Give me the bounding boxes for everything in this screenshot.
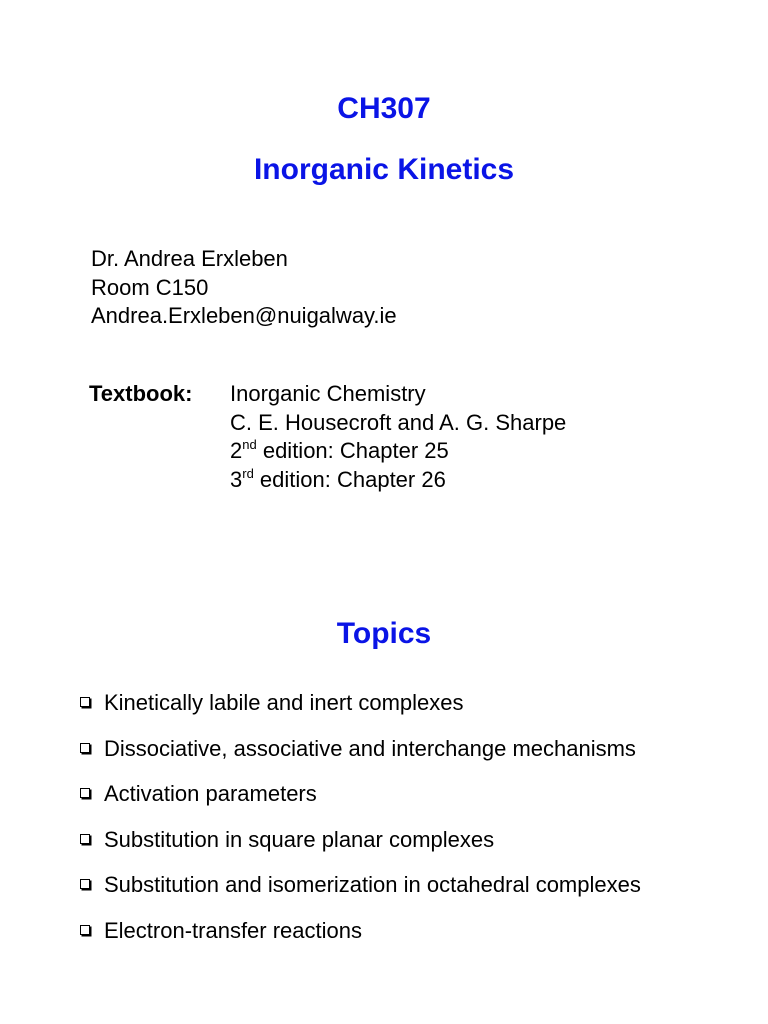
edition-text: edition: Chapter 25 [256, 438, 449, 463]
edition-number: 2 [230, 438, 243, 463]
edition-line [230, 437, 566, 466]
course-code: CH307 [337, 92, 431, 125]
lecturer-name: Dr. Andrea Erxleben [91, 246, 288, 271]
textbook-title: Inorganic Chemistry [230, 381, 426, 406]
textbook-authors: C. E. Housecroft and A. G. Sharpe [230, 409, 567, 435]
topic-text: Electron-transfer reactions [104, 917, 362, 943]
topic-text: Kinetically labile and inert complexes [104, 690, 464, 715]
list-item [80, 825, 641, 871]
textbook-details [230, 380, 566, 494]
contact-block [91, 245, 397, 331]
course-title: Inorganic Kinetics [253, 153, 515, 186]
checkbox-bullet-icon [80, 697, 90, 707]
edition-line [230, 466, 566, 495]
topics-list [80, 688, 641, 962]
list-item [80, 688, 641, 734]
textbook-label: Textbook: [89, 381, 193, 406]
list-item [80, 734, 641, 780]
checkbox-bullet-icon [80, 834, 90, 844]
topic-text: Substitution in square planar complexes [104, 826, 495, 852]
checkbox-bullet-icon [80, 879, 90, 889]
edition-suffix: rd [242, 465, 254, 481]
topic-text: Dissociative, associative and interchange mechanisms [104, 735, 636, 761]
edition-text: edition: Chapter 26 [253, 466, 446, 492]
topic-text: Substitution and isomerization in octahedral complexes [104, 872, 641, 898]
email-address: Andrea.Erxleben@nuigalway.ie [91, 303, 397, 328]
checkbox-bullet-icon [80, 788, 90, 798]
topics-heading: Topics [336, 617, 432, 650]
edition-suffix: nd [242, 437, 257, 452]
checkbox-bullet-icon [80, 925, 90, 935]
list-item [80, 870, 641, 916]
list-item [80, 779, 641, 825]
edition-number: 3 [230, 466, 243, 492]
checkbox-bullet-icon [80, 743, 90, 753]
list-item [80, 916, 641, 962]
topic-text: Activation parameters [104, 781, 317, 807]
room-number: Room C150 [91, 274, 209, 300]
